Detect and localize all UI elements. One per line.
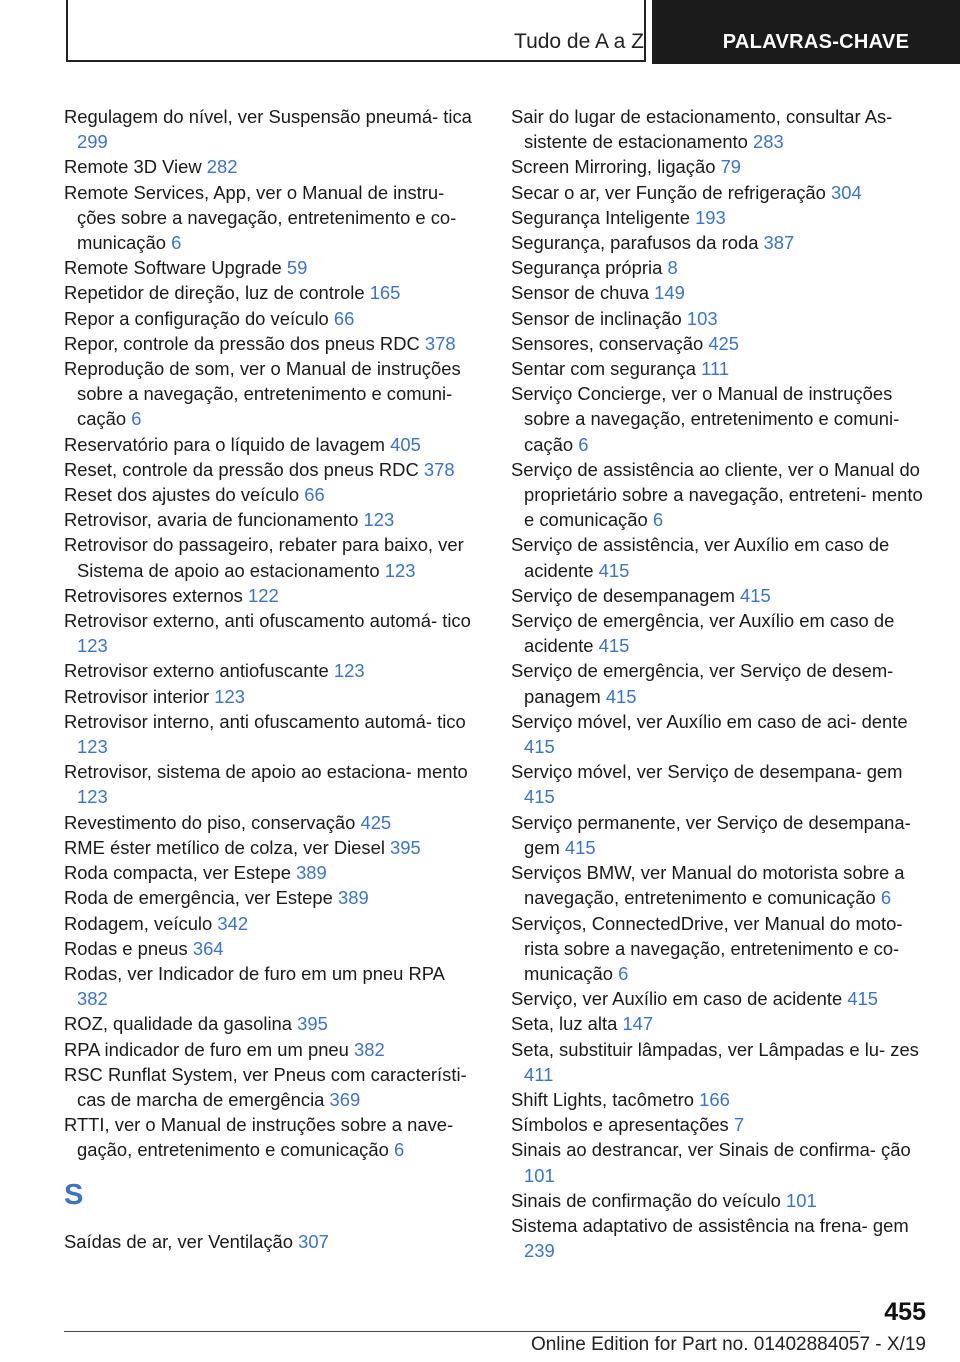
index-page-link[interactable]: 382 <box>354 1038 385 1060</box>
index-page-link[interactable]: 6 <box>880 887 892 909</box>
index-entry <box>511 1188 931 1213</box>
index-entry <box>511 658 931 708</box>
index-entry-text: Sinais de confirmação do veículo <box>511 1189 781 1211</box>
index-page-link[interactable]: 101 <box>524 1164 555 1186</box>
index-page-link[interactable]: 369 <box>329 1088 361 1110</box>
index-page-link[interactable]: 6 <box>578 433 589 455</box>
index-entry <box>511 230 931 255</box>
index-entry-text: Remote Software Upgrade <box>64 257 282 279</box>
index-page-link[interactable]: 8 <box>667 257 678 279</box>
index-entry-text: RME éster metílico de colza, ver Diesel <box>64 836 385 858</box>
index-entry-text: Serviço Concierge, ver o Manual de instruções sobre a navegação, entretenimento e comuni- cação <box>511 383 900 455</box>
index-page-link[interactable]: 239 <box>524 1240 555 1262</box>
index-entry <box>511 180 931 205</box>
index-entry <box>511 810 931 860</box>
index-entry <box>64 759 479 809</box>
index-entry-text: Repor a configuração do veículo <box>64 307 329 329</box>
index-page-link[interactable]: 415 <box>598 635 630 657</box>
index-page-link[interactable]: 6 <box>131 408 142 430</box>
index-entry <box>64 507 479 532</box>
index-page-link[interactable]: 387 <box>763 232 795 254</box>
index-entry <box>511 104 931 154</box>
index-entry-text: Seta, substituir lâmpadas, ver Lâmpadas e lu- zes <box>511 1038 919 1060</box>
index-entry-text: Remote Services, App, ver o Manual de instru- ções sobre a navegação, entretenimento e co- municação <box>64 181 457 254</box>
index-page-link[interactable]: 6 <box>652 509 664 531</box>
index-page-link[interactable]: 165 <box>369 282 401 304</box>
index-page-link[interactable]: 282 <box>206 156 238 178</box>
index-page-link[interactable]: 415 <box>564 836 596 858</box>
index-entry <box>511 255 931 280</box>
index-page-link[interactable]: 6 <box>393 1139 405 1161</box>
index-page-link[interactable]: 123 <box>214 685 245 707</box>
index-page-link[interactable]: 166 <box>699 1088 730 1110</box>
index-entry <box>511 759 931 809</box>
index-entry <box>511 986 931 1011</box>
index-list-left <box>64 104 479 1163</box>
index-entry <box>511 280 931 305</box>
index-entry <box>64 608 479 658</box>
index-page-link[interactable]: 123 <box>363 509 395 531</box>
index-entry-text: Saídas de ar, ver Ventilação <box>64 1230 294 1252</box>
index-entry-text: Serviço permanente, ver Serviço de desempana- gem <box>511 811 911 858</box>
index-entry-text: Serviço, ver Auxílio em caso de acidente <box>511 988 843 1010</box>
index-entry-text: Sair do lugar de estacionamento, consultar As- sistente de estacionamento <box>511 106 893 153</box>
index-entry-text: Reprodução de som, ver o Manual de instruções sobre a navegação, entretenimento e comuni- cação <box>64 358 461 430</box>
index-entry <box>64 306 479 331</box>
index-entry <box>511 709 931 759</box>
index-page-link[interactable]: 193 <box>695 206 726 228</box>
index-page-link[interactable]: 149 <box>654 282 685 304</box>
index-entry-text: Sensor de chuva <box>511 282 650 304</box>
page-header <box>66 0 960 64</box>
index-entry-text: Reset, controle da pressão dos pneus RDC <box>64 458 419 480</box>
index-entry <box>511 1087 931 1112</box>
index-entry-text: Segurança Inteligente <box>511 206 690 228</box>
index-page-link[interactable]: 123 <box>77 635 108 657</box>
index-page-link[interactable]: 415 <box>598 559 630 581</box>
index-entry-text: Rodagem, veículo <box>64 912 213 934</box>
index-entry-text: Roda compacta, ver Estepe <box>64 862 291 884</box>
index-entry <box>511 860 931 910</box>
index-entry <box>511 911 931 987</box>
index-entry <box>64 810 479 835</box>
index-entry-text: Reset dos ajustes do veículo <box>64 484 300 506</box>
index-entry <box>511 331 931 356</box>
index-entry <box>64 1229 479 1254</box>
index-list-left-after <box>64 1229 479 1254</box>
index-entry <box>511 1137 931 1187</box>
index-page-link[interactable]: 66 <box>304 484 325 506</box>
index-page-link[interactable]: 378 <box>424 332 456 354</box>
index-page-link[interactable]: 395 <box>297 1013 328 1035</box>
index-entry <box>64 104 479 154</box>
index-entry-text: Rodas e pneus <box>64 937 188 959</box>
index-page-link[interactable]: 382 <box>77 988 108 1010</box>
index-entry-text: Retrovisor do passageiro, rebater para baixo, ver Sistema de apoio ao estacionamento <box>64 534 464 581</box>
index-entry-text: RSC Runflat System, ver Pneus com característi- cas de marcha de emergência <box>64 1063 467 1110</box>
footer-divider <box>64 1331 860 1332</box>
index-entry <box>64 860 479 885</box>
index-entry-text: Roda de emergência, ver Estepe <box>64 887 333 909</box>
index-entry <box>511 381 931 457</box>
index-entry <box>511 205 931 230</box>
index-page-link[interactable]: 411 <box>524 1063 554 1085</box>
index-entry-text: Remote 3D View <box>64 156 202 178</box>
index-entry <box>64 432 479 457</box>
index-entry <box>511 457 931 533</box>
index-entry <box>64 1112 479 1162</box>
index-entry-text: Regulagem do nível, ver Suspensão pneumá- tica <box>64 106 472 127</box>
index-entry-text: Retrovisor, avaria de funcionamento <box>64 509 359 531</box>
index-entry <box>64 684 479 709</box>
index-page-link[interactable]: 123 <box>77 736 108 758</box>
index-entry <box>64 885 479 910</box>
index-page-link[interactable]: 283 <box>753 131 784 153</box>
index-entry <box>64 658 479 683</box>
index-entry-text: Retrovisor interno, anti ofuscamento automá- tico <box>64 710 466 732</box>
index-page-link[interactable]: 79 <box>720 156 742 178</box>
index-page-link[interactable]: 6 <box>618 962 629 984</box>
index-page-link[interactable]: 364 <box>192 937 224 959</box>
index-page-link[interactable]: 415 <box>524 736 555 758</box>
index-entry-text: Serviço móvel, ver Auxílio em caso de aci- dente <box>511 710 908 732</box>
index-entry <box>511 306 931 331</box>
index-entry <box>511 1011 931 1036</box>
index-page-link[interactable]: 101 <box>786 1189 817 1211</box>
index-entry <box>64 154 479 179</box>
index-page-link[interactable]: 415 <box>847 988 879 1010</box>
index-page-link[interactable]: 7 <box>733 1114 745 1136</box>
letter-heading: S <box>64 1178 84 1211</box>
index-entry <box>64 911 479 936</box>
header-section-title: Tudo de A a Z <box>514 30 644 53</box>
index-entry-text: ROZ, qualidade da gasolina <box>64 1013 292 1035</box>
index-page-link[interactable]: 299 <box>77 131 108 153</box>
index-entry <box>64 961 479 1011</box>
index-page-link[interactable]: 307 <box>298 1230 329 1252</box>
index-page-link[interactable]: 123 <box>333 660 365 682</box>
index-page-link[interactable]: 59 <box>286 257 308 279</box>
index-entry-text: Screen Mirroring, ligação <box>511 156 716 178</box>
index-entry <box>64 482 479 507</box>
index-entry-text: RPA indicador de furo em um pneu <box>64 1038 349 1060</box>
index-entry-text: Repetidor de direção, luz de controle <box>64 282 365 304</box>
index-entry <box>64 835 479 860</box>
index-page-link[interactable]: 415 <box>605 685 637 707</box>
index-entry-text: Segurança própria <box>511 257 663 279</box>
index-entry <box>64 709 479 759</box>
index-entry-text: Serviço móvel, ver Serviço de desempana- gem <box>511 761 903 783</box>
index-entry <box>511 583 931 608</box>
footer-edition: Online Edition for Part no. 01402884057 - X/19 <box>530 1334 926 1355</box>
index-page-link[interactable]: 425 <box>360 811 392 833</box>
index-page-link[interactable]: 111 <box>701 358 730 380</box>
index-page-link[interactable]: 415 <box>524 786 555 808</box>
index-column-left <box>64 104 479 1254</box>
index-page-link[interactable]: 342 <box>217 912 249 934</box>
index-page-link[interactable]: 103 <box>686 307 718 329</box>
index-entry-text: Revestimento do piso, conservação <box>64 811 356 833</box>
index-entry-text: Sentar com segurança <box>511 358 697 380</box>
index-entry-text: Secar o ar, ver Função de refrigeração <box>511 181 826 203</box>
index-page-link[interactable]: 415 <box>740 584 771 606</box>
index-entry-text: Retrovisor externo antiofuscante <box>64 660 329 682</box>
index-entry <box>511 608 931 658</box>
index-column-right <box>511 104 931 1263</box>
index-entry-text: Sensor de inclinação <box>511 307 682 329</box>
index-page-link[interactable]: 395 <box>390 836 421 858</box>
index-entry <box>64 936 479 961</box>
index-entry-text: Serviço de emergência, ver Serviço de desem- panagem <box>511 660 894 707</box>
index-entry <box>64 583 479 608</box>
index-page-link[interactable]: 389 <box>338 887 369 909</box>
index-entry <box>64 331 479 356</box>
index-entry-text: Serviço de assistência ao cliente, ver o Manual do proprietário sobre a navegação, entreteni- mento e comunicação <box>511 458 923 531</box>
index-page-link[interactable]: 6 <box>171 232 182 254</box>
index-page-link[interactable]: 123 <box>384 559 416 581</box>
index-entry <box>64 1062 479 1112</box>
index-entry-text: Rodas, ver Indicador de furo em um pneu RPA <box>64 962 444 984</box>
index-entry-text: Seta, luz alta <box>511 1013 618 1035</box>
index-entry-text: Repor, controle da pressão dos pneus RDC <box>64 332 420 354</box>
index-entry <box>64 1011 479 1036</box>
index-entry-text: Retrovisor interior <box>64 685 210 707</box>
index-entry <box>64 280 479 305</box>
index-entry-text: Serviço de desempanagem <box>511 584 735 606</box>
index-page-link[interactable]: 378 <box>423 458 455 480</box>
index-entry <box>64 457 479 482</box>
index-entry-text: Sistema adaptativo de assistência na frena- gem <box>511 1214 909 1236</box>
index-page-link[interactable]: 122 <box>248 584 279 606</box>
index-entry-text: Retrovisores externos <box>64 584 243 606</box>
index-entry-text: RTTI, ver o Manual de instruções sobre a nave- gação, entretenimento e comunicação <box>64 1114 454 1161</box>
index-entry-text: Shift Lights, tacômetro <box>511 1088 694 1110</box>
index-entry-text: Sinais ao destrancar, ver Sinais de confirma- ção <box>511 1139 911 1161</box>
index-entry <box>511 356 931 381</box>
index-page-link[interactable]: 389 <box>296 862 327 884</box>
index-page-link[interactable]: 405 <box>390 433 421 455</box>
page-number: 455 <box>884 1298 926 1326</box>
index-page-link[interactable]: 123 <box>77 786 108 808</box>
index-entry-text: Símbolos e apresentações <box>511 1114 729 1136</box>
header-chapter-tab: PALAVRAS-CHAVE <box>652 0 960 64</box>
index-entry-text: Serviço de emergência, ver Auxílio em caso de acidente <box>511 610 895 657</box>
index-entry-text: Serviço de assistência, ver Auxílio em caso de acidente <box>511 534 890 581</box>
index-page-link[interactable]: 304 <box>830 181 862 203</box>
index-entry <box>64 180 479 256</box>
index-entry <box>511 532 931 582</box>
index-list-right <box>511 104 931 1263</box>
index-page-link[interactable]: 147 <box>622 1013 654 1035</box>
index-entry-text: Serviços, ConnectedDrive, ver Manual do moto- rista sobre a navegação, entretenimento e co- municação <box>511 912 903 984</box>
index-entry <box>511 154 931 179</box>
index-entry <box>64 255 479 280</box>
index-entry <box>511 1037 931 1087</box>
index-entry-text: Segurança, parafusos da roda <box>511 232 759 254</box>
index-page-link[interactable]: 425 <box>708 332 739 354</box>
index-entry-text: Retrovisor externo, anti ofuscamento automá- tico <box>64 610 471 632</box>
index-entry-text: Retrovisor, sistema de apoio ao estaciona- mento <box>64 761 468 783</box>
index-entry-text: Serviços BMW, ver Manual do motorista sobre a navegação, entretenimento e comunicação <box>511 862 905 909</box>
index-entry-text: Sensores, conservação <box>511 332 704 354</box>
index-entry <box>64 1037 479 1062</box>
index-entry <box>511 1213 931 1263</box>
index-entry <box>511 1112 931 1137</box>
index-entry-text: Reservatório para o líquido de lavagem <box>64 433 386 455</box>
index-page-link[interactable]: 66 <box>333 307 355 329</box>
index-entry <box>64 532 479 582</box>
index-entry <box>64 356 479 432</box>
